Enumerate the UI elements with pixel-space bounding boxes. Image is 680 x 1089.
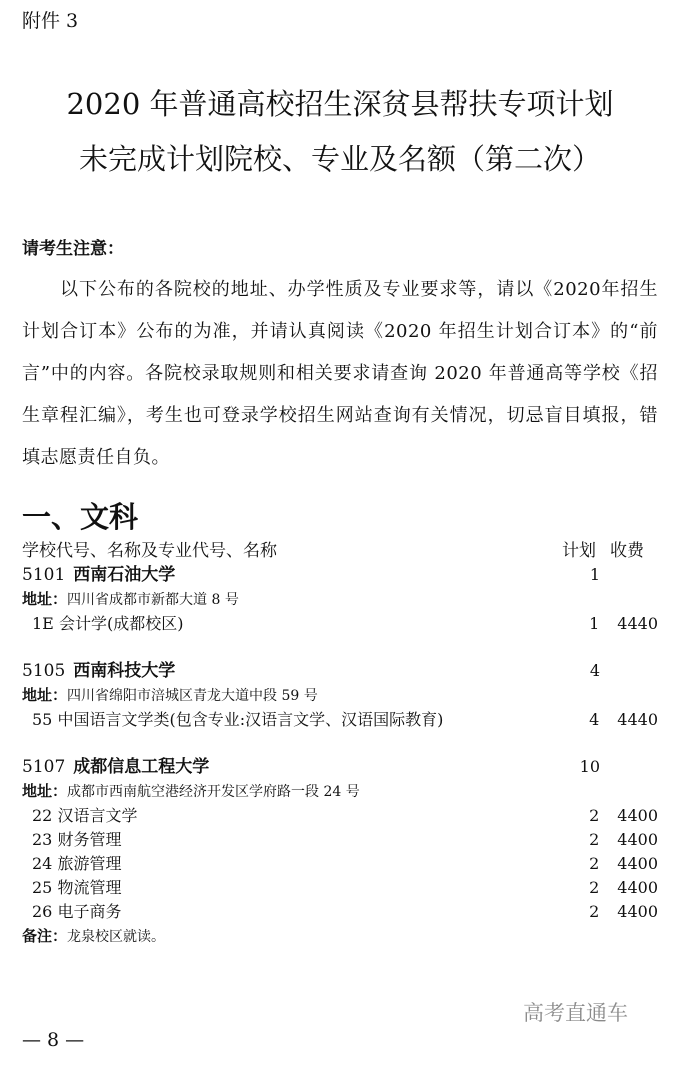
major-row	[22, 612, 658, 636]
major-plan: 2	[589, 806, 600, 825]
school-code: 5105	[22, 661, 66, 681]
table-header	[22, 539, 658, 563]
major-fee: 4400	[617, 830, 658, 849]
page-footer	[22, 999, 658, 1059]
major-name: 24 旅游管理	[32, 854, 122, 873]
major-plan: 2	[589, 830, 600, 849]
school-name: 成都信息工程大学	[73, 757, 210, 777]
major-fee: 4400	[617, 854, 658, 873]
address-row	[22, 683, 658, 708]
major-row	[22, 828, 658, 852]
notice-paragraph: 以下公布的各院校的地址、办学性质及专业要求等，请以《2020年招生计划合订本》公布的为准，并请认真阅读《2020 年招生计划合订本》的“前言”中的内容。各院校录取规则和相关要求请查询 2020 年普通高等学校《招生章程汇编》，考生也可登录学校招生网站查询有关情况，切忌盲目填报，错填志愿责任自负。	[22, 279, 658, 468]
address-cell	[22, 587, 658, 612]
major-name: 55 中国语言文学类(包含专业:汉语言文学、汉语国际教育)	[32, 710, 444, 729]
address-label: 地址：	[22, 686, 68, 704]
major-row	[22, 876, 658, 900]
major-plan: 2	[589, 902, 600, 921]
school-name: 西南石油大学	[73, 565, 176, 585]
major-fee: 4400	[617, 806, 658, 825]
school-plan: 4	[589, 661, 600, 680]
major-name: 25 物流管理	[32, 878, 122, 897]
major-fee: 4440	[617, 710, 658, 729]
address-text: 四川省绵阳市涪城区青龙大道中段 59 号	[67, 688, 318, 704]
school-name-cell	[22, 563, 560, 587]
note-text: 龙泉校区就读。	[67, 929, 166, 945]
address-text: 成都市西南航空港经济开发区学府路一段 24 号	[67, 784, 360, 800]
attachment-label: 附件 3	[22, 10, 79, 32]
major-name: 22 汉语言文学	[32, 806, 138, 825]
note-label: 备注：	[22, 927, 68, 945]
address-label: 地址：	[22, 782, 68, 800]
table-body	[22, 563, 658, 949]
major-name: 1E 会计学(成都校区)	[32, 614, 184, 633]
address-row	[22, 587, 658, 612]
major-name: 26 电子商务	[32, 902, 122, 921]
major-row	[22, 900, 658, 924]
document-title-line-1: 2020 年普通高校招生深贫县帮扶专项计划	[66, 87, 614, 121]
major-plan: 2	[589, 854, 600, 873]
school-row	[22, 659, 658, 683]
header-plan: 计划	[562, 541, 596, 561]
address-label: 地址：	[22, 590, 68, 608]
page-number: — 8 —	[22, 1029, 85, 1051]
school-name-cell	[22, 755, 560, 779]
school-plan: 10	[579, 757, 600, 776]
school-row	[22, 755, 658, 779]
major-row	[22, 804, 658, 828]
major-name: 23 财务管理	[32, 830, 122, 849]
school-code: 5107	[22, 757, 66, 777]
address-cell	[22, 683, 658, 708]
major-fee: 4440	[617, 614, 658, 633]
major-plan: 2	[589, 878, 600, 897]
admissions-table	[22, 539, 658, 949]
major-fee: 4400	[617, 902, 658, 921]
school-name-cell	[22, 659, 560, 683]
address-row	[22, 779, 658, 804]
section-heading: 一、文科	[22, 500, 139, 534]
header-fee: 收费	[610, 541, 644, 561]
major-plan: 4	[589, 710, 600, 729]
major-row	[22, 708, 658, 732]
school-row	[22, 563, 658, 587]
major-row	[22, 852, 658, 876]
address-cell	[22, 779, 658, 804]
school-code: 5101	[22, 565, 66, 585]
header-name: 学校代号、名称及专业代号、名称	[22, 541, 277, 561]
major-plan: 1	[589, 614, 600, 633]
notice-heading: 请考生注意：	[22, 239, 124, 259]
note-row	[22, 924, 658, 949]
school-plan: 1	[589, 565, 600, 584]
major-fee: 4400	[617, 878, 658, 897]
note-cell	[22, 924, 658, 949]
watermark: 高考直通车	[523, 1001, 628, 1025]
document-title-line-2: 未完成计划院校、专业及名额（第二次）	[78, 142, 601, 176]
school-name: 西南科技大学	[73, 661, 176, 681]
address-text: 四川省成都市新都大道 8 号	[67, 592, 239, 608]
